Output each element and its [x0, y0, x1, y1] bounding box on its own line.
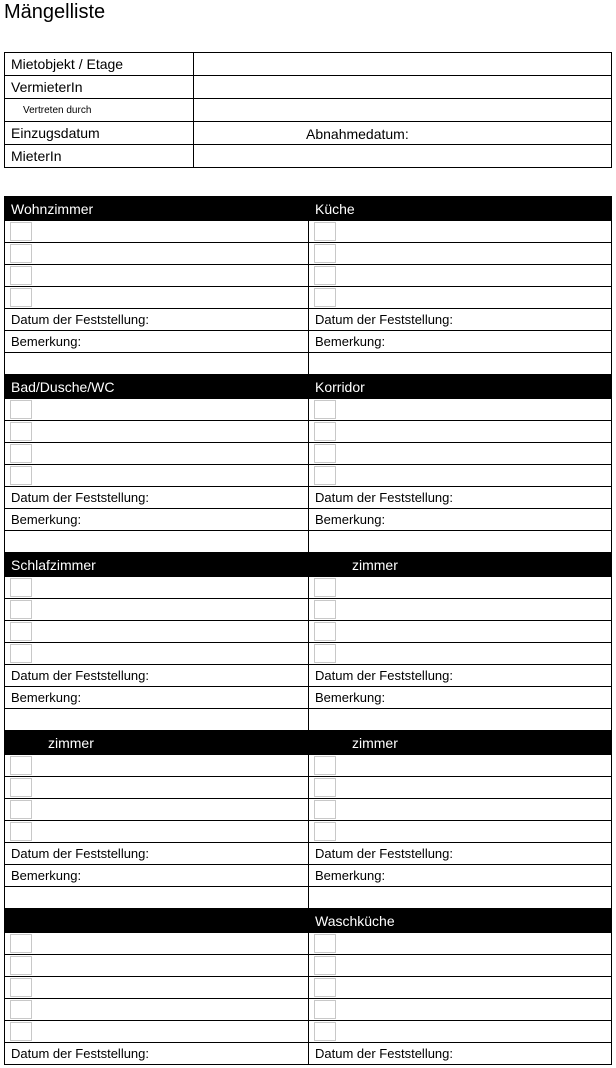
datum-field[interactable] [5, 487, 309, 509]
defect-entry-field[interactable] [5, 443, 309, 465]
defect-row [5, 287, 612, 309]
defect-row [5, 265, 612, 287]
defect-checkbox[interactable] [314, 644, 336, 663]
datum-field[interactable] [5, 309, 309, 331]
defect-entry-field[interactable] [5, 287, 309, 309]
defect-row [5, 465, 612, 487]
section-header-row [5, 197, 612, 221]
datum-field[interactable] [5, 665, 309, 687]
defect-checkbox[interactable] [314, 800, 336, 819]
section-title: Schlafzimmer [11, 556, 96, 573]
defect-entry-field[interactable] [309, 621, 612, 643]
section-title: zimmer [352, 556, 398, 573]
defect-entry-field[interactable] [5, 643, 309, 665]
defect-checkbox[interactable] [10, 400, 32, 419]
defect-entry-field[interactable] [5, 999, 309, 1021]
bemerkung-field[interactable] [5, 509, 309, 531]
bemerkung-extra-row [5, 353, 612, 375]
defect-entry-field[interactable] [5, 621, 309, 643]
bemerkung-label: Bemerkung: [11, 334, 82, 349]
defect-checkbox[interactable] [314, 400, 336, 419]
defect-row [5, 933, 612, 955]
defect-checkbox[interactable] [10, 466, 32, 485]
defect-row [5, 421, 612, 443]
defect-checkbox[interactable] [10, 956, 32, 975]
section-header-cell [309, 731, 612, 755]
defect-row [5, 243, 612, 265]
defect-entry-field[interactable] [5, 955, 309, 977]
datum-label: Datum der Feststellung: [11, 846, 150, 861]
defect-entry-field[interactable] [309, 443, 612, 465]
defect-checkbox[interactable] [10, 578, 32, 597]
defect-row [5, 821, 612, 843]
section-title [5, 913, 11, 929]
defect-entry-field[interactable] [5, 777, 309, 799]
bemerkung-label: Bemerkung: [11, 868, 82, 883]
defect-entry-field[interactable] [309, 933, 612, 955]
defect-row [5, 599, 612, 621]
defect-entry-field[interactable] [309, 955, 612, 977]
section-title: Küche [315, 200, 355, 217]
datum-field[interactable] [309, 1043, 612, 1065]
einzug-label: Einzugsdatum [5, 122, 194, 145]
einzug-field[interactable] [194, 122, 612, 145]
defect-checkbox[interactable] [10, 756, 32, 775]
mietobjekt-field[interactable] [194, 53, 612, 76]
defect-row [5, 643, 612, 665]
defect-entry-field[interactable] [5, 243, 309, 265]
bemerkung-extra-field[interactable] [5, 531, 309, 553]
defect-checkbox[interactable] [10, 778, 32, 797]
bemerkung-label: Bemerkung: [11, 690, 82, 705]
datum-label: Datum der Feststellung: [11, 490, 150, 505]
datum-label: Datum der Feststellung: [315, 490, 454, 505]
section-header-cell [309, 553, 612, 577]
datum-field[interactable] [309, 309, 612, 331]
defect-entry-field[interactable] [5, 599, 309, 621]
defect-checkbox[interactable] [314, 778, 336, 797]
vermieter-label: VermieterIn [5, 76, 194, 99]
bemerkung-extra-field[interactable] [309, 709, 612, 731]
section-header-cell [5, 909, 309, 933]
bemerkung-row [5, 865, 612, 887]
datum-field[interactable] [5, 1043, 309, 1065]
section-header-cell [5, 197, 309, 221]
defect-checkbox[interactable] [314, 288, 336, 307]
defect-entry-field[interactable] [309, 287, 612, 309]
datum-row [5, 487, 612, 509]
defect-checkbox[interactable] [10, 600, 32, 619]
defect-entry-field[interactable] [5, 421, 309, 443]
defect-checkbox[interactable] [314, 266, 336, 285]
defect-checkbox[interactable] [10, 266, 32, 285]
bemerkung-extra-field[interactable] [5, 353, 309, 375]
bemerkung-extra-row [5, 887, 612, 909]
defect-entry-field[interactable] [5, 577, 309, 599]
section-header-row [5, 553, 612, 577]
defect-checkbox[interactable] [10, 644, 32, 663]
defect-checkbox[interactable] [10, 978, 32, 997]
defect-entry-field[interactable] [309, 599, 612, 621]
section-header-cell [309, 909, 612, 933]
defect-entry-field[interactable] [309, 221, 612, 243]
defect-checkbox[interactable] [314, 600, 336, 619]
bemerkung-extra-field[interactable] [309, 887, 612, 909]
section-header-cell [309, 375, 612, 399]
defect-entry-field[interactable] [309, 755, 612, 777]
bemerkung-label: Bemerkung: [315, 334, 386, 349]
defect-entry-field[interactable] [5, 933, 309, 955]
defect-entry-field[interactable] [5, 799, 309, 821]
vertreten-label: Vertreten durch [5, 99, 194, 122]
defect-row [5, 955, 612, 977]
defect-checkbox[interactable] [10, 422, 32, 441]
section-header-cell [309, 197, 612, 221]
bemerkung-extra-field[interactable] [309, 353, 612, 375]
section-title: Bad/Dusche/WC [11, 378, 115, 395]
defect-checkbox[interactable] [10, 1022, 32, 1041]
defect-checkbox[interactable] [314, 244, 336, 263]
section-title: Korridor [315, 378, 365, 395]
defect-checkbox[interactable] [314, 956, 336, 975]
datum-label: Datum der Feststellung: [11, 1046, 150, 1061]
datum-row [5, 843, 612, 865]
defect-row [5, 755, 612, 777]
bemerkung-field[interactable] [309, 509, 612, 531]
defect-checkbox[interactable] [314, 578, 336, 597]
defect-checkbox[interactable] [10, 1000, 32, 1019]
section-header-cell [5, 375, 309, 399]
bemerkung-extra-field[interactable] [309, 531, 612, 553]
defect-row [5, 799, 612, 821]
defect-row [5, 399, 612, 421]
mietobjekt-label: Mietobjekt / Etage [5, 53, 194, 76]
bemerkung-row [5, 687, 612, 709]
datum-label: Datum der Feststellung: [315, 1046, 454, 1061]
abnahme-label: Abnahmedatum: [306, 126, 409, 142]
datum-label: Datum der Feststellung: [315, 668, 454, 683]
defect-checkbox[interactable] [314, 1022, 336, 1041]
defect-entry-field[interactable] [5, 977, 309, 999]
section-title: zimmer [48, 734, 94, 751]
defect-entry-field[interactable] [309, 399, 612, 421]
defect-checkbox[interactable] [10, 244, 32, 263]
bemerkung-label: Bemerkung: [11, 512, 82, 527]
datum-label: Datum der Feststellung: [11, 668, 150, 683]
section-header-row [5, 909, 612, 933]
defect-checkbox[interactable] [314, 822, 336, 841]
datum-field[interactable] [309, 843, 612, 865]
defect-checkbox[interactable] [314, 622, 336, 641]
mieter-field[interactable] [194, 145, 612, 168]
defect-entry-field[interactable] [309, 821, 612, 843]
defect-checkbox[interactable] [10, 622, 32, 641]
bemerkung-extra-row [5, 709, 612, 731]
defect-row [5, 777, 612, 799]
defect-row [5, 1021, 612, 1043]
defect-entry-field[interactable] [5, 399, 309, 421]
defect-row [5, 577, 612, 599]
defect-entry-field[interactable] [309, 999, 612, 1021]
defect-checkbox[interactable] [10, 800, 32, 819]
datum-row [5, 1043, 612, 1065]
defect-checkbox[interactable] [10, 288, 32, 307]
datum-field[interactable] [309, 487, 612, 509]
bemerkung-field[interactable] [309, 865, 612, 887]
bemerkung-label: Bemerkung: [315, 868, 386, 883]
bemerkung-field[interactable] [309, 687, 612, 709]
defect-entry-field[interactable] [309, 421, 612, 443]
defect-entry-field[interactable] [5, 265, 309, 287]
defect-entry-field[interactable] [309, 977, 612, 999]
bemerkung-extra-row [5, 531, 612, 553]
section-header-row [5, 731, 612, 755]
defect-checkbox[interactable] [314, 1000, 336, 1019]
defect-entry-field[interactable] [5, 465, 309, 487]
section-title: zimmer [352, 734, 398, 751]
defect-checkbox[interactable] [314, 422, 336, 441]
vertreten-field[interactable] [194, 99, 612, 122]
bemerkung-extra-field[interactable] [5, 887, 309, 909]
mieter-label: MieterIn [5, 145, 194, 168]
defect-checkbox[interactable] [314, 222, 336, 241]
vermieter-field[interactable] [194, 76, 612, 99]
bemerkung-label: Bemerkung: [315, 690, 386, 705]
section-header-cell [5, 731, 309, 755]
defect-entry-field[interactable] [309, 243, 612, 265]
defect-row [5, 977, 612, 999]
defect-checkbox[interactable] [314, 466, 336, 485]
defect-entry-field[interactable] [309, 577, 612, 599]
defect-checkbox[interactable] [10, 222, 32, 241]
bemerkung-field[interactable] [5, 687, 309, 709]
bemerkung-extra-field[interactable] [5, 709, 309, 731]
defect-entry-field[interactable] [5, 755, 309, 777]
defect-checkbox[interactable] [10, 444, 32, 463]
defect-entry-field[interactable] [309, 777, 612, 799]
header-info-table [4, 52, 612, 168]
defect-row [5, 443, 612, 465]
defect-entry-field[interactable] [309, 465, 612, 487]
datum-row [5, 665, 612, 687]
defect-row [5, 621, 612, 643]
datum-field[interactable] [309, 665, 612, 687]
defect-entry-field[interactable] [5, 221, 309, 243]
bemerkung-field[interactable] [5, 865, 309, 887]
bemerkung-row [5, 331, 612, 353]
defect-checkbox[interactable] [10, 934, 32, 953]
section-title: Wohnzimmer [11, 200, 94, 217]
defect-checkbox[interactable] [314, 934, 336, 953]
defect-checkbox[interactable] [314, 756, 336, 775]
bemerkung-field[interactable] [5, 331, 309, 353]
datum-field[interactable] [5, 843, 309, 865]
defect-entry-field[interactable] [5, 1021, 309, 1043]
defect-row [5, 221, 612, 243]
defect-checkbox[interactable] [10, 822, 32, 841]
section-header-cell [5, 553, 309, 577]
defect-row [5, 999, 612, 1021]
section-title: Waschküche [315, 912, 395, 929]
defect-entry-field[interactable] [5, 821, 309, 843]
defect-entry-field[interactable] [309, 265, 612, 287]
defects-table [4, 196, 612, 1065]
bemerkung-label: Bemerkung: [315, 512, 386, 527]
datum-row [5, 309, 612, 331]
datum-label: Datum der Feststellung: [315, 312, 454, 327]
datum-label: Datum der Feststellung: [11, 312, 150, 327]
section-header-row [5, 375, 612, 399]
defect-entry-field[interactable] [309, 799, 612, 821]
bemerkung-field[interactable] [309, 331, 612, 353]
defect-checkbox[interactable] [314, 978, 336, 997]
defect-entry-field[interactable] [309, 643, 612, 665]
datum-label: Datum der Feststellung: [315, 846, 454, 861]
page-title: Mängelliste [4, 1, 106, 23]
bemerkung-row [5, 509, 612, 531]
defect-entry-field[interactable] [309, 1021, 612, 1043]
defect-checkbox[interactable] [314, 444, 336, 463]
